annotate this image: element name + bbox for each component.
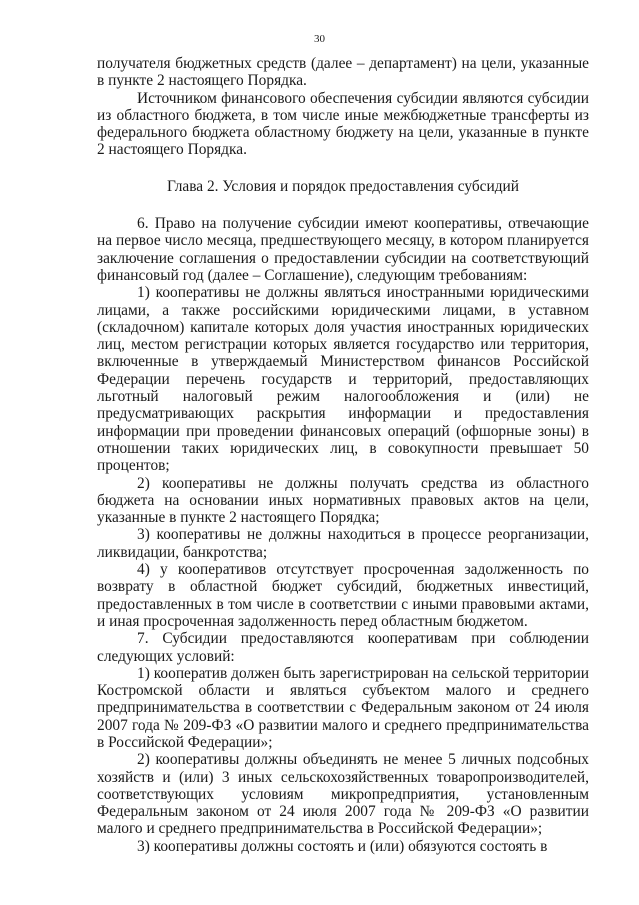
page-number: 30 bbox=[314, 33, 325, 45]
paragraph-funding-source: Источником финансового обеспечения субсидии являются субсидии из областного бюджета, в том числе иные межбюджетные трансферты из федерального бюджета областному бюджету на цели, указанные в пункте 2 настоящего Порядка. bbox=[97, 89, 589, 159]
paragraph-continuation: получателя бюджетных средств (далее – департамент) на цели, указанные в пункте 2 настоящего Порядка. bbox=[97, 55, 589, 90]
paragraph-clause-6-item-1: 1) кооперативы не должны являться иностранными юридическими лицами, а также российскими юридическими лицами, в уставном (складочном) капитале которых доля участия иностранных юридических лиц, местом регистрации которых является государство или территория, включенные в утверждаемый Министерством финансов Российской Федерации перечень государств и территорий, предоставляющих льготный налоговый режим налогообложения и (или) не предусматривающих раскрытия информации и предоставления информации при проведении финансовых операций (офшорные зоны) в отношении таких юридических лиц, в совокупности превышает 50 процентов; bbox=[97, 284, 589, 475]
paragraph-clause-6-item-3: 3) кооперативы не должны находиться в процессе реорганизации, ликвидации, банкротства; bbox=[97, 526, 589, 561]
paragraph-clause-7-item-2: 2) кооперативы должны объединять не менее 5 личных подсобных хозяйств и (или) 3 иных сельскохозяйственных товаропроизводителей, соответствующих условиям микропредприятия, установленным Федеральным законом от 24 июля 2007 года № 209-ФЗ «О развитии малого и среднего предпринимательства в Российской Федерации»; bbox=[97, 751, 589, 838]
document-body bbox=[97, 55, 589, 855]
paragraph-clause-7: 7. Субсидии предоставляются кооперативам при соблюдении следующих условий: bbox=[97, 630, 589, 665]
spacer bbox=[97, 159, 589, 178]
paragraph-clause-6: 6. Право на получение субсидии имеют кооперативы, отвечающие на первое число месяца, предшествующего месяцу, в котором планируется заключение соглашения о предоставлении субсидии на соответствующий финансовый год (далее – Соглашение), следующим требованиям: bbox=[97, 215, 589, 284]
spacer bbox=[97, 195, 589, 215]
paragraph-clause-7-item-1: 1) кооператив должен быть зарегистрирован на сельской территории Костромской области и являться субъектом малого и среднего предпринимательства в соответствии с Федеральным законом от 24 июля 2007 года № 209-ФЗ «О развитии малого и среднего предпринимательства в Российской Федерации»; bbox=[97, 664, 589, 751]
paragraph-clause-7-item-3: 3) кооперативы должны состоять и (или) обязуются состоять в bbox=[137, 837, 548, 855]
paragraph-clause-6-item-2: 2) кооперативы не должны получать средства из областного бюджета на основании иных нормативных правовых актов на цели, указанные в пункте 2 настоящего Порядка; bbox=[97, 474, 589, 527]
chapter-heading: Глава 2. Условия и порядок предоставления субсидий bbox=[166, 177, 520, 195]
paragraph-clause-6-item-4: 4) у кооперативов отсутствует просроченная задолженность по возврату в областной бюджет субсидий, бюджетных инвестиций, предоставленных в том числе в соответствии с иными правовыми актами, и иная просроченная задолженность перед областным бюджетом. bbox=[97, 561, 589, 630]
